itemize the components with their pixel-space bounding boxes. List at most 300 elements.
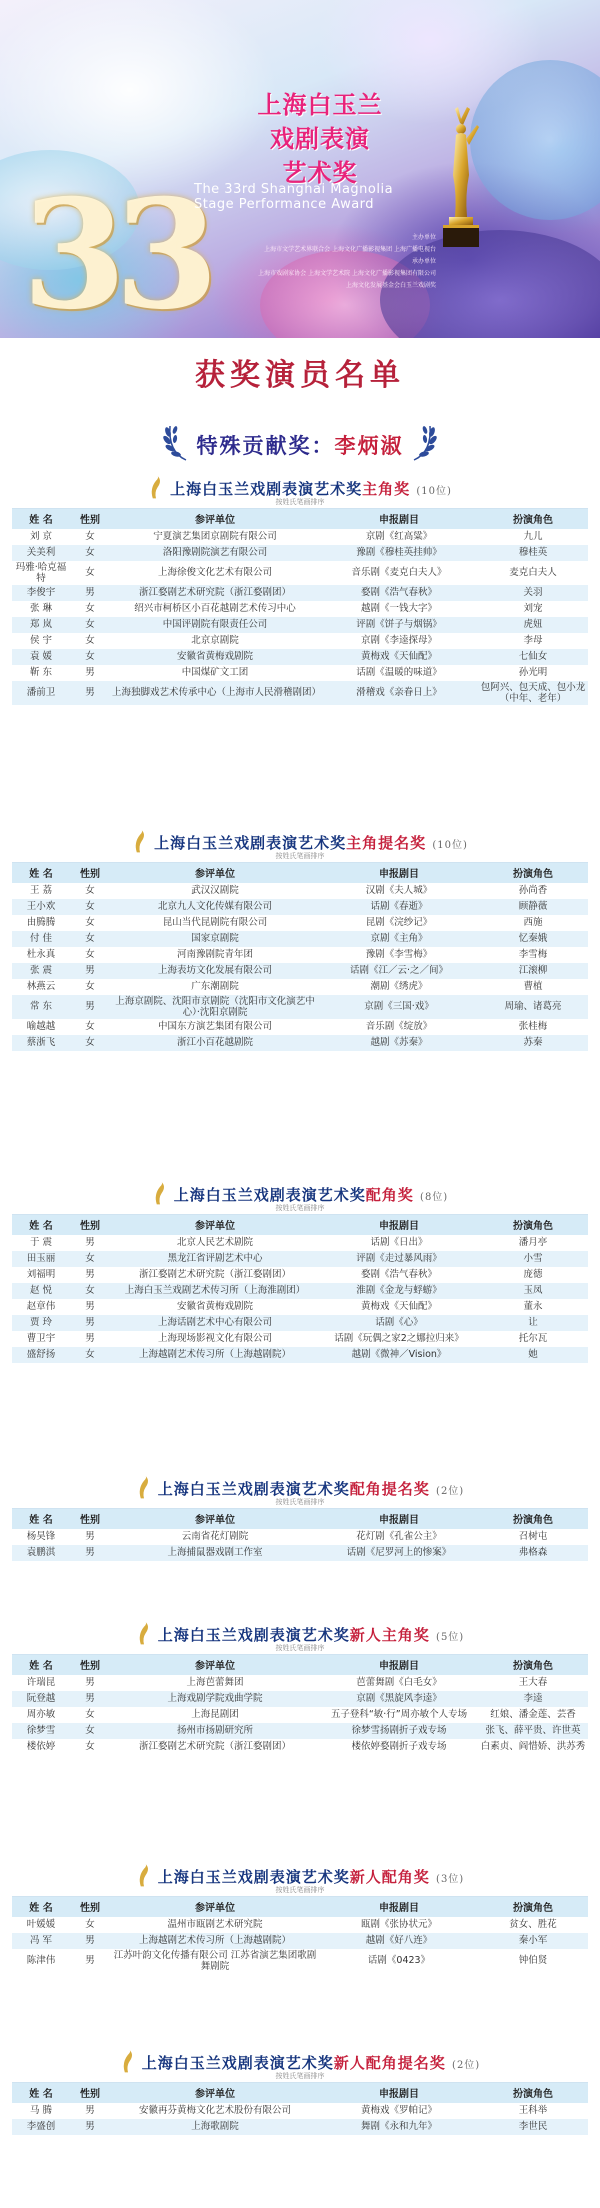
table-cell: 上海昆剧团: [110, 1707, 320, 1723]
table-cell: 男: [70, 1235, 110, 1251]
section-header: [12, 2044, 588, 2082]
table-cell: 北京人民艺术剧院: [110, 1235, 320, 1251]
table-cell: 豫剧《李雪梅》: [320, 947, 478, 963]
organizer-line: 上海市戏剧家协会 上海文学艺术院 上海文化广播影视集团有限公司: [258, 270, 436, 277]
table-cell: 女: [70, 883, 110, 899]
table-cell: 由腾腾: [12, 915, 70, 931]
table-cell: 花灯剧《孔雀公主》: [320, 1529, 478, 1545]
award-section: [12, 1470, 588, 1561]
page-title: 获奖演员名单: [195, 358, 405, 393]
table-cell: 男: [70, 2119, 110, 2135]
table-cell: 贫女、胜花: [478, 1917, 588, 1933]
table-row: [12, 1739, 588, 1755]
table-cell: 张飞、薛平贵、许世英: [478, 1723, 588, 1739]
table-cell: 安徽再芬黄梅文化艺术股份有限公司: [110, 2103, 320, 2119]
table-cell: 楼依婷婺剧折子戏专场: [320, 1739, 478, 1755]
table-cell: 婺剧《浩气春秋》: [320, 1267, 478, 1283]
awards-table: [12, 1654, 588, 1755]
table-row: [12, 899, 588, 915]
section-title-category: 新人主角奖: [349, 1626, 430, 1644]
table-cell: 男: [70, 681, 110, 705]
table-row: [12, 1675, 588, 1691]
table-row: [12, 1917, 588, 1933]
table-cell: 徐梦雪: [12, 1723, 70, 1739]
table-cell: 中国评剧院有限责任公司: [110, 617, 320, 633]
section-count: (5位): [436, 1632, 465, 1643]
column-header: 姓 名: [12, 1215, 70, 1235]
section-header: [12, 470, 588, 508]
table-cell: 女: [70, 1739, 110, 1755]
sort-note: 按姓氏笔画排序: [275, 2072, 325, 2080]
table-cell: 王科举: [478, 2103, 588, 2119]
section-title-main: 上海白玉兰戏剧表演艺术奖: [154, 834, 347, 852]
table-cell: 靳 东: [12, 665, 70, 681]
table-cell: 浙江婺剧艺术研究院（浙江婺剧团）: [110, 585, 320, 601]
column-header: 姓 名: [12, 863, 70, 883]
section-title-category: 新人配角奖: [349, 1868, 430, 1886]
table-row: [12, 963, 588, 979]
table-cell: 男: [70, 995, 110, 1019]
table-cell: 刘宠: [478, 601, 588, 617]
table-cell: 男: [70, 1949, 110, 1973]
section-count: (8位): [420, 1192, 449, 1203]
column-header: 姓 名: [12, 509, 70, 529]
table-cell: 汉剧《夫人城》: [320, 883, 478, 899]
table-cell: 林燕云: [12, 979, 70, 995]
table-cell: 穆桂英: [478, 545, 588, 561]
awards-table: [12, 1508, 588, 1561]
table-cell: 曹植: [478, 979, 588, 995]
table-cell: 男: [70, 1691, 110, 1707]
table-header-row: [12, 2083, 588, 2103]
column-header: 姓 名: [12, 2083, 70, 2103]
award-section: [12, 1616, 588, 1755]
table-cell: 女: [70, 561, 110, 585]
table-cell: 洛阳豫剧院演艺有限公司: [110, 545, 320, 561]
table-cell: 杨昊锋: [12, 1529, 70, 1545]
table-row: [12, 601, 588, 617]
table-cell: 李盛创: [12, 2119, 70, 2135]
table-cell: 苏秦: [478, 1035, 588, 1051]
section-title-main: 上海白玉兰戏剧表演艺术奖: [141, 2054, 334, 2072]
award-section: [12, 824, 588, 1051]
table-cell: 女: [70, 1707, 110, 1723]
table-cell: 黄梅戏《天仙配》: [320, 649, 478, 665]
table-cell: 浙江小百花越剧院: [110, 1035, 320, 1051]
table-row: [12, 1347, 588, 1363]
table-row: [12, 1283, 588, 1299]
table-row: [12, 681, 588, 705]
column-header: 申报剧目: [320, 1215, 478, 1235]
table-cell: 温州市瓯剧艺术研究院: [110, 1917, 320, 1933]
table-row: [12, 1707, 588, 1723]
table-cell: 上海话剧艺术中心有限公司: [110, 1315, 320, 1331]
table-cell: 绍兴市柯桥区小百花越剧艺术传习中心: [110, 601, 320, 617]
table-header-row: [12, 1897, 588, 1917]
table-row: [12, 561, 588, 585]
table-cell: 女: [70, 633, 110, 649]
table-cell: 郑 岚: [12, 617, 70, 633]
table-cell: 男: [70, 665, 110, 681]
table-cell: 托尔瓦: [478, 1331, 588, 1347]
table-cell: 话剧《温暖的味道》: [320, 665, 478, 681]
section-header: [12, 1616, 588, 1654]
table-cell: 贾 玲: [12, 1315, 70, 1331]
table-cell: 赵 悦: [12, 1283, 70, 1299]
special-award-label: 特殊贡献奖：: [196, 433, 335, 458]
table-cell: 顾静薇: [478, 899, 588, 915]
award-title: [245, 88, 395, 190]
organizer-line: 主办单位: [411, 234, 436, 241]
section-title-category: 新人配角提名奖: [333, 2054, 446, 2072]
awards-table: [12, 862, 588, 1051]
section-title-main: 上海白玉兰戏剧表演艺术奖: [170, 480, 363, 498]
table-row: [12, 1035, 588, 1051]
section-header: [12, 1470, 588, 1508]
table-cell: 上海戏剧学院戏曲学院: [110, 1691, 320, 1707]
table-cell: 国家京剧院: [110, 931, 320, 947]
special-award-name: 李炳淑: [334, 433, 404, 458]
table-cell: 秦小军: [478, 1933, 588, 1949]
table-cell: 女: [70, 545, 110, 561]
column-header: 申报剧目: [320, 863, 478, 883]
table-cell: 女: [70, 979, 110, 995]
table-cell: 周亦敏: [12, 1707, 70, 1723]
table-cell: 舞剧《永和九年》: [320, 2119, 478, 2135]
table-cell: 女: [70, 1019, 110, 1035]
table-cell: 关美利: [12, 545, 70, 561]
table-cell: 女: [70, 931, 110, 947]
table-row: [12, 585, 588, 601]
column-header: 扮演角色: [478, 1215, 588, 1235]
column-header: 参评单位: [110, 1897, 320, 1917]
table-cell: 昆剧《浣纱记》: [320, 915, 478, 931]
table-cell: 安徽省黄梅戏剧院: [110, 649, 320, 665]
table-cell: 京剧《主角》: [320, 931, 478, 947]
english-line: Stage Performance Award: [194, 197, 375, 212]
table-cell: 话剧《尼罗河上的惨案》: [320, 1545, 478, 1561]
table-row: [12, 529, 588, 545]
table-header-row: [12, 509, 588, 529]
table-cell: 男: [70, 1529, 110, 1545]
column-header: 性别: [70, 863, 110, 883]
table-cell: 上海歌剧院: [110, 2119, 320, 2135]
table-cell: 女: [70, 601, 110, 617]
table-cell: 潮剧《绣虎》: [320, 979, 478, 995]
table-cell: 淮剧《金龙与蜉蝣》: [320, 1283, 478, 1299]
table-cell: 上海捕鼠器戏剧工作室: [110, 1545, 320, 1561]
anniversary-number: 33: [22, 167, 207, 338]
section-count: (3位): [436, 1874, 465, 1885]
column-header: 扮演角色: [478, 2083, 588, 2103]
table-cell: 话剧《江／云·之／间》: [320, 963, 478, 979]
table-row: [12, 1691, 588, 1707]
table-cell: 让: [478, 1315, 588, 1331]
table-cell: 男: [70, 1933, 110, 1949]
table-cell: 黄梅戏《罗帕记》: [320, 2103, 478, 2119]
table-cell: 话剧《0423》: [320, 1949, 478, 1973]
table-cell: 京剧《李逵探母》: [320, 633, 478, 649]
table-row: [12, 649, 588, 665]
sort-note: 按姓氏笔画排序: [275, 1886, 325, 1894]
laurel-right-icon: [408, 422, 438, 462]
table-cell: 女: [70, 1283, 110, 1299]
table-cell: 评剧《走过暴风雨》: [320, 1251, 478, 1267]
table-cell: 刘 京: [12, 529, 70, 545]
header-banner: [0, 0, 600, 338]
awards-table: [12, 1896, 588, 1973]
table-row: [12, 2103, 588, 2119]
table-cell: 男: [70, 1675, 110, 1691]
special-award-text: [197, 433, 404, 458]
column-header: 申报剧目: [320, 509, 478, 529]
trophy-icon: [425, 105, 495, 265]
table-cell: 马 腾: [12, 2103, 70, 2119]
table-row: [12, 1331, 588, 1347]
table-cell: 关羽: [478, 585, 588, 601]
table-cell: 男: [70, 585, 110, 601]
table-row: [12, 1267, 588, 1283]
table-row: [12, 1933, 588, 1949]
table-cell: 男: [70, 2103, 110, 2119]
column-header: 扮演角色: [478, 863, 588, 883]
table-cell: 男: [70, 1299, 110, 1315]
table-cell: 盛舒扬: [12, 1347, 70, 1363]
table-cell: 江滚柳: [478, 963, 588, 979]
table-cell: 上海芭蕾舞团: [110, 1675, 320, 1691]
table-cell: 男: [70, 1331, 110, 1347]
table-cell: 上海越剧艺术传习所（上海越剧院）: [110, 1933, 320, 1949]
award-section: [12, 470, 588, 705]
table-cell: 召树屯: [478, 1529, 588, 1545]
table-cell: 浙江婺剧艺术研究院（浙江婺剧团）: [110, 1267, 320, 1283]
laurel-left-icon: [162, 422, 192, 462]
table-cell: 曹卫宇: [12, 1331, 70, 1347]
table-cell: 男: [70, 1315, 110, 1331]
column-header: 性别: [70, 1215, 110, 1235]
column-header: 姓 名: [12, 1509, 70, 1529]
section-title-category: 主角奖: [362, 480, 411, 498]
section-count: (10位): [432, 840, 468, 851]
table-cell: 玛雅·哈克福特: [12, 561, 70, 585]
section-count: (10位): [416, 486, 452, 497]
column-header: 参评单位: [110, 509, 320, 529]
organizer-line: 承办单位: [411, 258, 436, 265]
table-cell: 云南省花灯剧院: [110, 1529, 320, 1545]
column-header: 性别: [70, 1897, 110, 1917]
table-cell: 虎妞: [478, 617, 588, 633]
table-cell: 评剧《饼子与烟锅》: [320, 617, 478, 633]
table-cell: 阮登越: [12, 1691, 70, 1707]
award-section: [12, 1176, 588, 1363]
table-cell: 潘前卫: [12, 681, 70, 705]
awards-table: [12, 1214, 588, 1363]
column-header: 性别: [70, 1509, 110, 1529]
table-header-row: [12, 863, 588, 883]
table-cell: 女: [70, 1347, 110, 1363]
sort-note: 按姓氏笔画排序: [275, 852, 325, 860]
table-row: [12, 947, 588, 963]
column-header: 性别: [70, 1655, 110, 1675]
table-cell: 包阿兴、包天成、包小龙（中年、老年）: [478, 681, 588, 705]
table-cell: 弗格森: [478, 1545, 588, 1561]
table-cell: 李俊宇: [12, 585, 70, 601]
table-cell: 白素贞、阎惜娇、洪苏秀: [478, 1739, 588, 1755]
table-cell: 男: [70, 963, 110, 979]
column-header: 参评单位: [110, 2083, 320, 2103]
table-row: [12, 1723, 588, 1739]
table-cell: 上海独脚戏艺术传承中心（上海市人民滑稽剧团）: [110, 681, 320, 705]
award-title-line: 上海白玉兰: [257, 91, 383, 119]
section-title-main: 上海白玉兰戏剧表演艺术奖: [157, 1626, 350, 1644]
award-section: [12, 1858, 588, 1973]
column-header: 姓 名: [12, 1897, 70, 1917]
table-cell: 女: [70, 649, 110, 665]
table-cell: 于 震: [12, 1235, 70, 1251]
table-cell: 张桂梅: [478, 1019, 588, 1035]
award-title-line: 艺术奖: [282, 159, 358, 187]
table-cell: 话剧《日出》: [320, 1235, 478, 1251]
table-row: [12, 1019, 588, 1035]
sort-note: 按姓氏笔画排序: [275, 1204, 325, 1212]
table-cell: 王小欢: [12, 899, 70, 915]
column-header: 性别: [70, 509, 110, 529]
table-cell: 女: [70, 1251, 110, 1267]
table-cell: 上海徐俊文化艺术有限公司: [110, 561, 320, 585]
table-cell: 音乐剧《麦克白夫人》: [320, 561, 478, 585]
table-cell: 袁鹏淇: [12, 1545, 70, 1561]
table-row: [12, 1251, 588, 1267]
column-header: 参评单位: [110, 1655, 320, 1675]
table-row: [12, 2119, 588, 2135]
table-cell: 李世民: [478, 2119, 588, 2135]
table-cell: 田玉丽: [12, 1251, 70, 1267]
table-row: [12, 617, 588, 633]
table-cell: 昆山当代昆剧院有限公司: [110, 915, 320, 931]
column-header: 参评单位: [110, 1509, 320, 1529]
column-header: 申报剧目: [320, 1897, 478, 1917]
table-cell: 王 荔: [12, 883, 70, 899]
table-cell: 九儿: [478, 529, 588, 545]
table-cell: 宁夏演艺集团京剧院有限公司: [110, 529, 320, 545]
table-cell: 庞德: [478, 1267, 588, 1283]
section-header: [12, 824, 588, 862]
table-cell: 蔡浙飞: [12, 1035, 70, 1051]
sort-note: 按姓氏笔画排序: [275, 1498, 325, 1506]
table-header-row: [12, 1215, 588, 1235]
table-row: [12, 1529, 588, 1545]
table-cell: 潘月亭: [478, 1235, 588, 1251]
table-cell: 女: [70, 1723, 110, 1739]
section-title-category: 主角提名奖: [346, 834, 427, 852]
column-header: 参评单位: [110, 1215, 320, 1235]
table-cell: 常 东: [12, 995, 70, 1019]
table-cell: 上海白玉兰戏剧艺术传习所（上海淮剧团）: [110, 1283, 320, 1299]
table-cell: 武汉汉剧院: [110, 883, 320, 899]
table-cell: 刘福明: [12, 1267, 70, 1283]
table-cell: 上海越剧艺术传习所（上海越剧院）: [110, 1347, 320, 1363]
table-cell: 扬州市扬剧研究所: [110, 1723, 320, 1739]
table-row: [12, 915, 588, 931]
section-title-category: 配角奖: [365, 1186, 414, 1204]
organizers: [186, 232, 436, 292]
table-cell: 豫剧《穆桂英挂帅》: [320, 545, 478, 561]
sort-note: 按姓氏笔画排序: [275, 1644, 325, 1652]
table-cell: 小雪: [478, 1251, 588, 1267]
column-header: 扮演角色: [478, 509, 588, 529]
table-cell: 张 震: [12, 963, 70, 979]
table-cell: 音乐剧《绽放》: [320, 1019, 478, 1035]
table-row: [12, 995, 588, 1019]
table-cell: 周瑜、诸葛亮: [478, 995, 588, 1019]
award-title-line: 戏剧表演: [270, 125, 370, 153]
table-row: [12, 979, 588, 995]
table-cell: 话剧《心》: [320, 1315, 478, 1331]
table-cell: 钟伯贤: [478, 1949, 588, 1973]
english-line: The 33rd Shanghai Magnolia: [194, 182, 394, 197]
table-cell: 河南豫剧院青年团: [110, 947, 320, 963]
section-title-category: 配角提名奖: [349, 1480, 430, 1498]
table-cell: 侯 宇: [12, 633, 70, 649]
table-cell: 话剧《春逝》: [320, 899, 478, 915]
table-cell: 江苏叶韵文化传播有限公司 江苏省演艺集团歌剧舞剧院: [110, 1949, 320, 1973]
table-cell: 麦克白夫人: [478, 561, 588, 585]
table-cell: 李雪梅: [478, 947, 588, 963]
table-row: [12, 1235, 588, 1251]
table-cell: 楼依婷: [12, 1739, 70, 1755]
column-header: 扮演角色: [478, 1509, 588, 1529]
table-cell: 喻越越: [12, 1019, 70, 1035]
table-cell: 袁 媛: [12, 649, 70, 665]
table-cell: 女: [70, 915, 110, 931]
table-cell: 北京九人文化传媒有限公司: [110, 899, 320, 915]
table-cell: 滑稽戏《亲眷日上》: [320, 681, 478, 705]
column-header: 扮演角色: [478, 1897, 588, 1917]
column-header: 性别: [70, 2083, 110, 2103]
organizer-line: 上海文化发展基金会白玉兰戏剧奖: [345, 282, 436, 289]
table-header-row: [12, 1509, 588, 1529]
table-cell: 王大春: [478, 1675, 588, 1691]
table-cell: 黑龙江省评剧艺术中心: [110, 1251, 320, 1267]
table-cell: 越剧《苏秦》: [320, 1035, 478, 1051]
section-count: (2位): [436, 1486, 465, 1497]
table-cell: 京剧《红高粱》: [320, 529, 478, 545]
column-header: 扮演角色: [478, 1655, 588, 1675]
organizer-line: 上海市文学艺术界联合会 上海文化广播影视集团 上海广播电视台: [264, 246, 436, 253]
table-row: [12, 931, 588, 947]
table-cell: 话剧《玩偶之家2之娜拉归来》: [320, 1331, 478, 1347]
table-cell: 北京京剧院: [110, 633, 320, 649]
table-row: [12, 1545, 588, 1561]
table-cell: 李逵: [478, 1691, 588, 1707]
table-cell: 徐梦雪扬剧折子戏专场: [320, 1723, 478, 1739]
sort-note: 按姓氏笔画排序: [275, 498, 325, 506]
table-cell: 冯 军: [12, 1933, 70, 1949]
table-row: [12, 665, 588, 681]
table-cell: 叶媛媛: [12, 1917, 70, 1933]
table-cell: 西施: [478, 915, 588, 931]
table-cell: 她: [478, 1347, 588, 1363]
table-cell: 上海京剧院、沈阳市京剧院（沈阳市文化演艺中心）·沈阳京剧院: [110, 995, 320, 1019]
table-cell: 玉凤: [478, 1283, 588, 1299]
table-row: [12, 1315, 588, 1331]
section-header: [12, 1858, 588, 1896]
section-header: [12, 1176, 588, 1214]
table-cell: 孙尚香: [478, 883, 588, 899]
table-cell: 女: [70, 617, 110, 633]
table-cell: 黄梅戏《天仙配》: [320, 1299, 478, 1315]
table-cell: 京剧《黑旋风李逵》: [320, 1691, 478, 1707]
